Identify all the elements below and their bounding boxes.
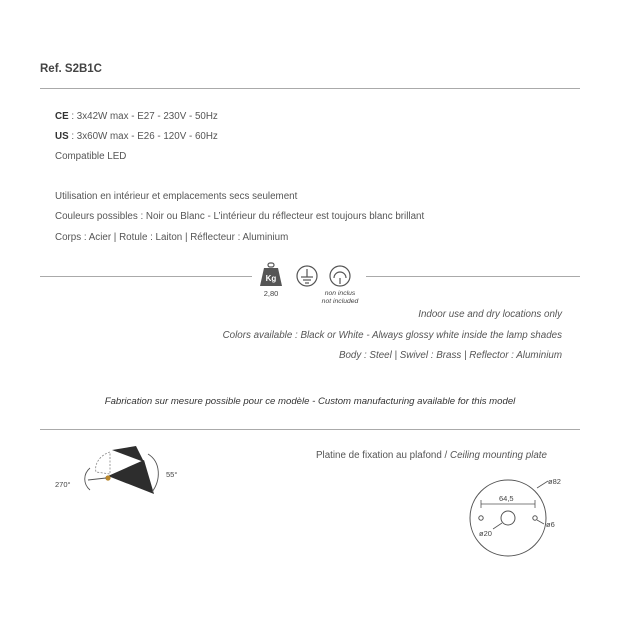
fr-usage: Utilisation en intérieur et emplacements secs seulement <box>55 191 298 202</box>
plate-diameter: ø82 <box>548 477 561 486</box>
bulb-note-fr: non inclus <box>324 290 356 297</box>
lamp-diagram <box>48 438 198 508</box>
top-divider <box>40 88 580 89</box>
bulb-not-included-icon <box>322 266 359 305</box>
mid-divider-left <box>40 276 252 277</box>
reference-title: Ref. S2B1C <box>40 63 102 75</box>
bulb-note-en: not included <box>321 298 359 305</box>
weight-icon <box>260 263 282 298</box>
spec-led: Compatible LED <box>55 151 127 162</box>
weight-value: 2,80 <box>263 289 279 298</box>
en-body: Body : Steel | Swivel : Brass | Reflector : Aluminium <box>338 350 562 361</box>
custom-manufacturing-note: Fabrication sur mesure possible pour ce modèle - Custom manufacturing available for this model <box>104 396 516 407</box>
rotation-angle: 270° <box>55 480 71 489</box>
bottom-divider <box>40 429 580 430</box>
side-hole-diameter: ø6 <box>546 520 555 529</box>
fr-body: Corps : Acier | Rotule : Laiton | Réflecteur : Aluminium <box>55 232 289 243</box>
ce-label: CE <box>55 111 69 122</box>
tilt-angle: 55° <box>166 470 178 479</box>
hole-spacing: 64,5 <box>499 494 514 503</box>
ground-icon <box>297 266 317 286</box>
us-text: : 3x60W max - E26 - 120V - 60Hz <box>68 131 218 142</box>
en-colors: Colors available : Black or White - Always glossy white inside the lamp shades <box>222 330 562 341</box>
plate-diagram <box>458 470 576 572</box>
plate-caption <box>316 450 547 461</box>
plate-caption-fr: Platine de fixation au plafond <box>316 450 442 461</box>
spec-ce <box>55 111 218 122</box>
plate-caption-en: Ceiling mounting plate <box>450 450 547 461</box>
spec-icons <box>258 262 368 308</box>
plate-caption-sep: / <box>441 450 450 461</box>
spec-us <box>55 131 218 142</box>
fr-colors: Couleurs possibles : Noir ou Blanc - L’intérieur du réflecteur est toujours blanc brillant <box>55 211 425 222</box>
center-hole-diameter: ø20 <box>479 529 492 538</box>
mid-divider-right <box>366 276 580 277</box>
weight-unit: Kg <box>265 274 277 283</box>
ce-text: : 3x42W max - E27 - 230V - 50Hz <box>68 111 218 122</box>
en-usage: Indoor use and dry locations only <box>418 309 562 320</box>
us-label: US <box>55 131 69 142</box>
